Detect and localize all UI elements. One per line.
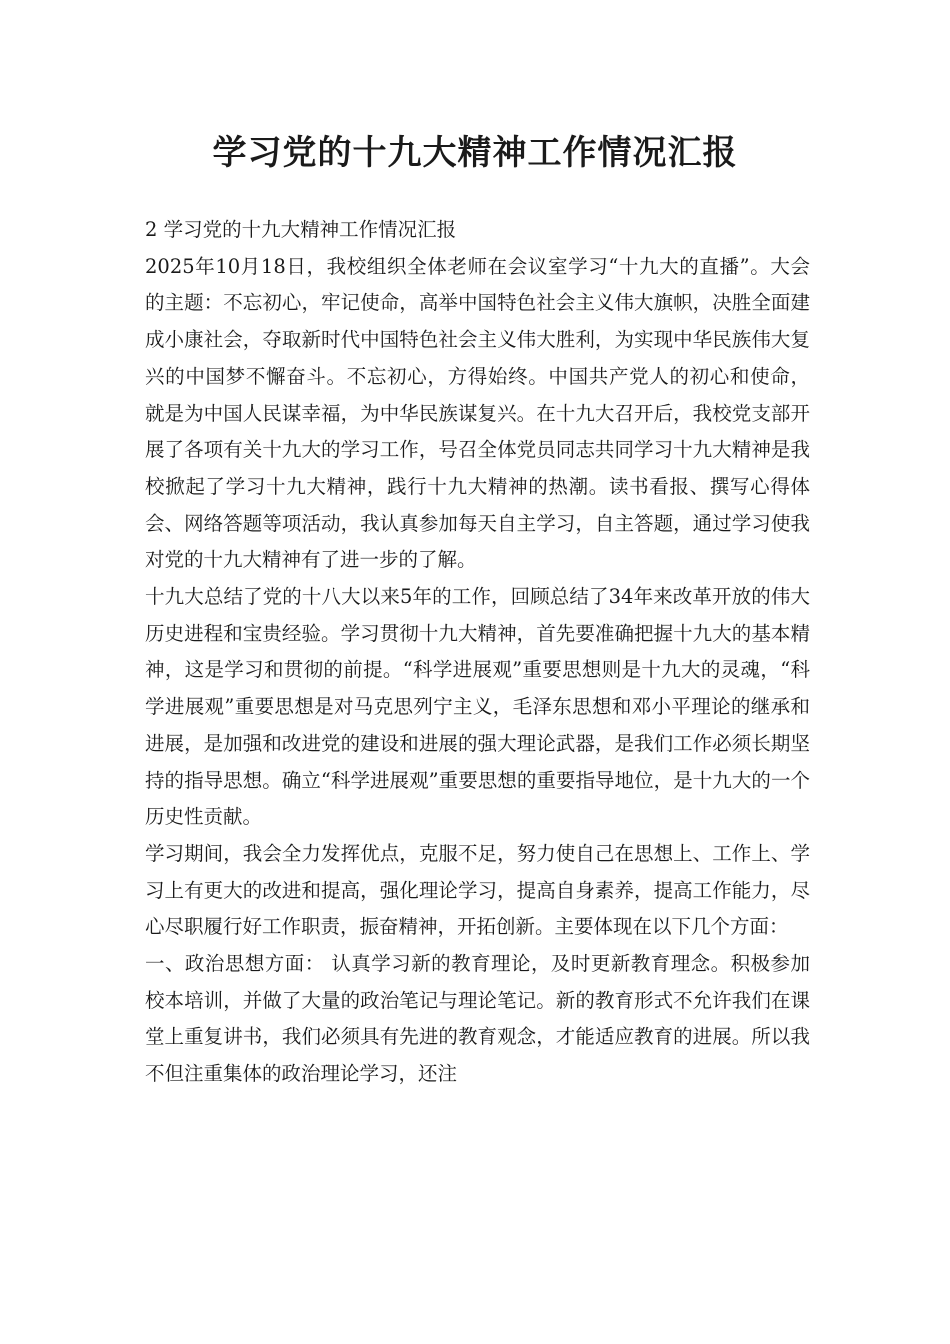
- paragraph: 2025年10月18日，我校组织全体老师在会议室学习“十九大的直播”。大会的主题：不忘初心，牢记使命，高举中国特色社会主义伟大旗帜，决胜全面建成小康社会，夺取新时代中国特色社会主义伟大胜利，为实现中华民族伟大复兴的中国梦不懈奋斗。不忘初心，方得始终。中国共产党人的初心和使命， 就是为中国人民谋幸福，为中华民族谋复兴。在十九大召开后，我校党支部开展了各项有关十九大的学习工作，号召全体党员同志共同学习十九大精神是我校掀起了学习十九大精神，践行十九大精神的热潮。读书看报、撰写心得体会、网络答题等项活动，我认真参加每天自主学习，自主答题，通过学习使我对党的十九大精神有了进一步的了解。: [145, 254, 817, 572]
- paragraph: 一、政治思想方面： 认真学习新的教育理论，及时更新教育理念。积极参加校本培训，并做了大量的政治笔记与理论笔记。新的教育形式不允许我们在课堂上重复讲书，我们必须具有先进的教育观念，才能适应教育的进展。所以我不但注重集体的政治理论学习，还注: [145, 952, 810, 1086]
- paragraph: 学习期间，我会全力发挥优点，克服不足，努力使自己在思想上、工作上、学习上有更大的改进和提高，强化理论学习，提高自身素养，提高工作能力，尽心尽职履行好工作职责，振奋精神，开拓创新。主要体现在以下几个方面：: [145, 841, 810, 939]
- paragraph-subtitle: 2 学习党的十九大精神工作情况汇报: [145, 218, 457, 241]
- document-body: [145, 212, 817, 1093]
- paragraph: 十九大总结了党的十八大以来5年的工作，回顾总结了34年来改革开放的伟大历史进程和宝贵经验。学习贯彻十九大精神，首先要准确把握十九大的基本精神，这是学习和贯彻的前提。“科学进展观”重要思想则是十九大的灵魂，“科学进展观”重要思想是对马克思列宁主义，毛泽东思想和邓小平理论的继承和进展，是加强和改进党的建设和进展的强大理论武器，是我们工作必须长期坚持的指导思想。确立“科学进展观”重要思想的重要指导地位，是十九大的一个历史性贡献。: [145, 585, 810, 829]
- document-title: 学习党的十九大精神工作情况汇报: [212, 133, 738, 173]
